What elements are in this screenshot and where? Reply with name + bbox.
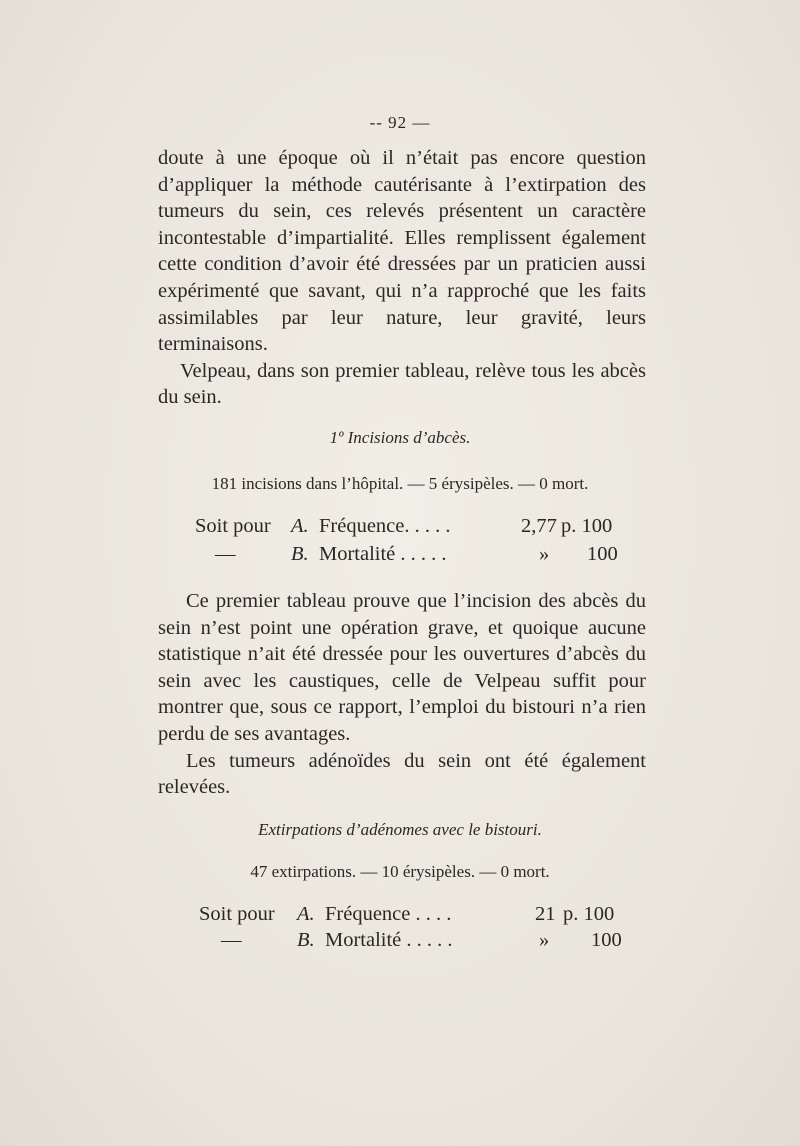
row-label: Fréquence. . . . .: [319, 515, 451, 537]
section-1-summary: 181 incisions dans l’hôpital. — 5 érysipèles. — 0 mort.: [211, 474, 589, 493]
row-letter: B.: [291, 543, 309, 565]
section-2-row-a: [199, 903, 629, 931]
row-letter: B.: [297, 929, 315, 951]
section-1-row-a: [195, 515, 625, 543]
row-unit: 100: [587, 543, 618, 565]
row-value: »: [539, 929, 550, 951]
opening-text: [158, 145, 646, 411]
row-letter: A.: [291, 515, 309, 537]
row-lead: Soit pour: [199, 903, 275, 925]
row-label: Mortalité . . . . .: [319, 543, 447, 565]
row-unit: 100: [591, 929, 622, 951]
section-1-row-b: [195, 543, 625, 571]
row-letter: A.: [297, 903, 315, 925]
row-value: »: [539, 543, 550, 565]
paragraph-3: Ce premier tableau prouve que l’incision des abcès du sein n’est point une opération grave, et quoique aucune statistique n’ait été dressée pour les ouvertures d’abcès du sein avec les caustiques, celle de Velpeau suffit pour montrer que, sous ce rapport, l’emploi du bistouri n’a rien perdu de ses avantages.: [158, 590, 646, 745]
row-label: Mortalité . . . . .: [325, 929, 453, 951]
section-2-row-b: [199, 929, 629, 957]
paragraph-2: Velpeau, dans son premier tableau, relève tous les abcès du sein.: [158, 359, 646, 409]
paragraph-4: Les tumeurs adénoïdes du sein ont été également relevées.: [158, 749, 646, 799]
middle-text: [158, 588, 646, 801]
row-unit: p. 100: [561, 515, 613, 537]
row-value: 2,77: [521, 515, 557, 537]
row-unit: p. 100: [563, 903, 615, 925]
paragraph-1: doute à une époque où il n’était pas encore question d’appliquer la méthode cautérisante à l’extirpation des tumeurs du sein, ces relevés présentent un caractère incontestable d’impartialité. Elles remplissent également cette condition d’avoir été dressées par un praticien aussi expérimenté que savant, qui n’a rapproché que les faits assimilables par leur nature, leur gravité, leurs terminaisons.: [158, 147, 646, 356]
section-2-summary: 47 extirpations. — 10 érysipèles. — 0 mort.: [250, 862, 550, 881]
section-2-heading: Extirpations d’adénomes avec le bistouri.: [258, 820, 542, 839]
row-lead: —: [215, 543, 236, 565]
row-value: 21: [535, 903, 556, 925]
page-number: -- 92 —: [369, 113, 431, 132]
section-1-heading: 1º Incisions d’abcès.: [329, 428, 471, 447]
row-lead: Soit pour: [195, 515, 271, 537]
row-lead: —: [221, 929, 242, 951]
row-label: Fréquence . . . .: [325, 903, 452, 925]
